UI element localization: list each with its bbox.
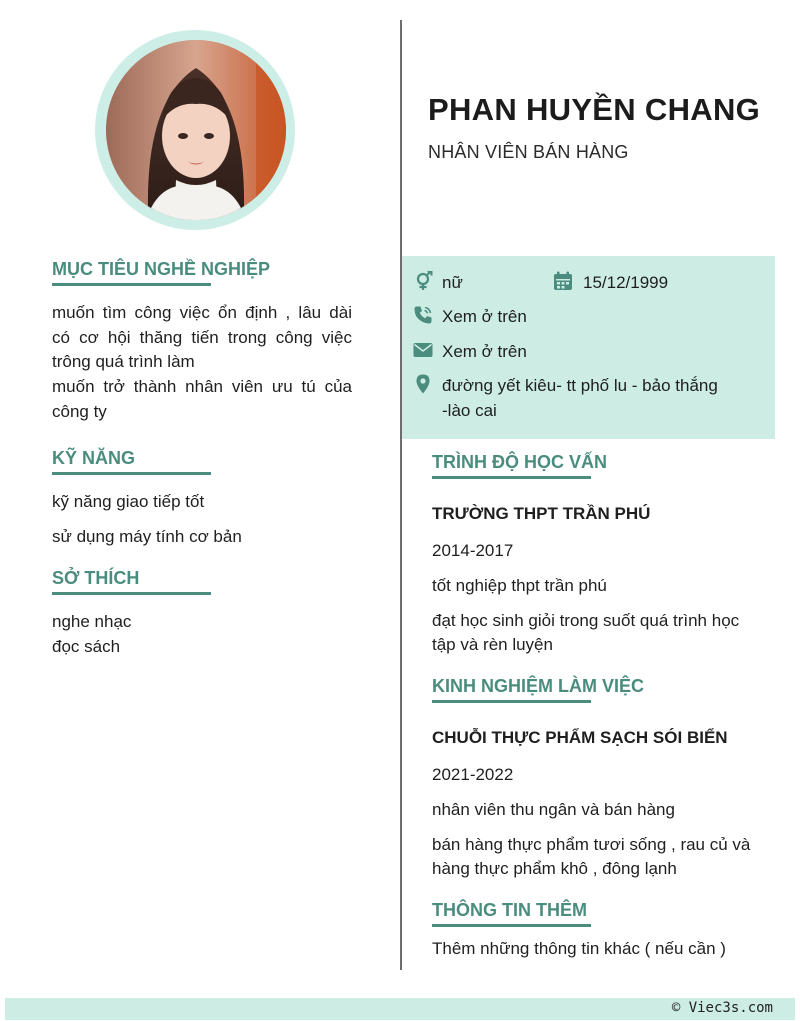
career-goal-line: có cơ hội thăng tiến trong công việc	[52, 328, 352, 347]
contact-info-box	[402, 256, 775, 439]
full-name: PHAN HUYỀN CHANG	[428, 92, 761, 127]
address-line-1: đường yết kiêu- tt phố lu - bảo thắng	[442, 376, 718, 395]
hobbies-underline	[52, 592, 211, 595]
career-goal-line: công ty	[52, 402, 107, 421]
experience-underline	[432, 700, 591, 703]
phone-value[interactable]: Xem ở trên	[442, 307, 527, 326]
additional-info-text: Thêm những thông tin khác ( nếu cần )	[432, 939, 726, 958]
column-divider	[400, 20, 402, 970]
experience-title: KINH NGHIỆM LÀM VIỆC	[432, 676, 645, 696]
hobby-item: nghe nhạc	[52, 612, 132, 631]
experience-period: 2021-2022	[432, 765, 514, 784]
avatar[interactable]	[106, 40, 286, 220]
email-value[interactable]: Xem ở trên	[442, 342, 527, 361]
career-goal-line: muốn trở thành nhân viên ưu tú của	[52, 377, 352, 396]
education-degree: tốt nghiệp thpt trần phú	[432, 576, 607, 595]
skill-item: kỹ năng giao tiếp tốt	[52, 492, 205, 511]
skill-item: sử dụng máy tính cơ bản	[52, 527, 242, 546]
career-goal-line: muốn tìm công việc ổn định , lâu dài	[52, 303, 352, 322]
experience-detail: bán hàng thực phẩm tươi sống , rau củ và	[432, 835, 751, 854]
job-position: NHÂN VIÊN BÁN HÀNG	[428, 142, 629, 162]
hobbies-title: SỞ THÍCH	[52, 568, 140, 588]
hobby-item: đọc sách	[52, 637, 121, 656]
experience-detail: hàng thực phẩm khô , đông lạnh	[432, 859, 677, 878]
phone-icon	[413, 305, 433, 325]
additional-info-title: THÔNG TIN THÊM	[432, 900, 587, 920]
education-period: 2014-2017	[432, 541, 514, 560]
career-goal-line: trông quá trình làm	[52, 352, 195, 371]
avatar-portrait	[106, 40, 286, 220]
career-goal-title: MỤC TIÊU NGHỀ NGHIỆP	[52, 259, 271, 279]
education-detail: tập và rèn luyện	[432, 635, 553, 654]
birthdate-value: 15/12/1999	[583, 273, 669, 292]
calendar-icon	[553, 271, 573, 291]
company-name: CHUỖI THỰC PHẨM SẠCH SÓI BIỂN	[432, 728, 728, 747]
education-title: TRÌNH ĐỘ HỌC VẤN	[432, 452, 607, 472]
career-goal-underline	[52, 283, 211, 286]
footer-bar	[5, 998, 795, 1020]
location-icon	[413, 374, 433, 394]
additional-info-underline	[432, 924, 591, 927]
address-line-2: -lào cai	[442, 401, 497, 420]
email-icon	[413, 340, 433, 360]
footer-credit[interactable]: © Viec3s.com	[671, 1000, 773, 1016]
education-underline	[432, 476, 591, 479]
skills-title: KỸ NĂNG	[52, 448, 136, 468]
school-name: TRƯỜNG THPT TRẦN PHÚ	[432, 504, 651, 523]
skills-underline	[52, 472, 211, 475]
gender-icon	[413, 271, 433, 291]
gender-value: nữ	[442, 273, 463, 292]
education-detail: đạt học sinh giỏi trong suốt quá trình học	[432, 611, 740, 630]
experience-role: nhân viên thu ngân và bán hàng	[432, 800, 675, 819]
